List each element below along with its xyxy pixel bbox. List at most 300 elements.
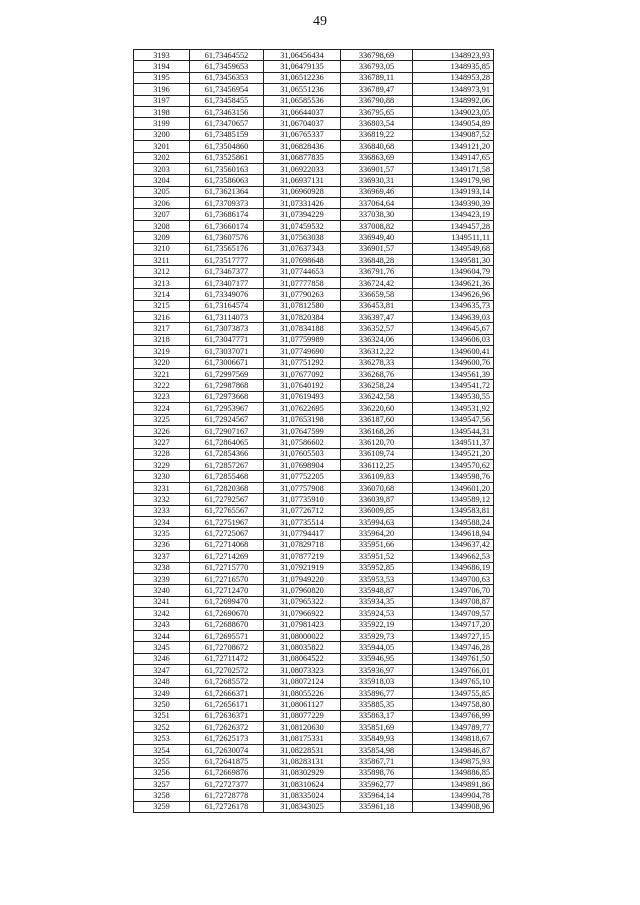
longitude-cell: 31,07820384 (264, 311, 341, 322)
point-number-cell: 3203 (134, 163, 190, 174)
point-number-cell: 3240 (134, 585, 190, 596)
latitude-cell: 61,72688670 (190, 619, 264, 630)
latitude-cell: 61,73407177 (190, 277, 264, 288)
table-row (134, 790, 494, 801)
point-number-cell: 3238 (134, 562, 190, 573)
point-number-cell: 3242 (134, 608, 190, 619)
table-row (134, 323, 494, 334)
latitude-cell: 61,73164574 (190, 300, 264, 311)
x-coordinate-cell: 336009,85 (341, 505, 413, 516)
latitude-cell: 61,73565176 (190, 243, 264, 254)
longitude-cell: 31,06551236 (264, 84, 341, 95)
point-number-cell: 3250 (134, 699, 190, 710)
longitude-cell: 31,07981423 (264, 619, 341, 630)
latitude-cell: 61,72641875 (190, 756, 264, 767)
longitude-cell: 31,07744653 (264, 266, 341, 277)
longitude-cell: 31,07563038 (264, 232, 341, 243)
y-coordinate-cell: 1349891,86 (413, 779, 494, 790)
longitude-cell: 31,06828436 (264, 141, 341, 152)
longitude-cell: 31,07749690 (264, 346, 341, 357)
y-coordinate-cell: 1349761,50 (413, 653, 494, 664)
latitude-cell: 61,73459653 (190, 61, 264, 72)
x-coordinate-cell: 335885,35 (341, 699, 413, 710)
table-row (134, 630, 494, 641)
longitude-cell: 31,07677092 (264, 368, 341, 379)
longitude-cell: 31,07605503 (264, 448, 341, 459)
point-number-cell: 3230 (134, 471, 190, 482)
x-coordinate-cell: 336187,60 (341, 414, 413, 425)
latitude-cell: 61,72924567 (190, 414, 264, 425)
y-coordinate-cell: 1349570,62 (413, 460, 494, 471)
x-coordinate-cell: 337038,30 (341, 209, 413, 220)
x-coordinate-cell: 336352,57 (341, 323, 413, 334)
latitude-cell: 61,73660174 (190, 220, 264, 231)
y-coordinate-cell: 1349530,55 (413, 391, 494, 402)
longitude-cell: 31,07790263 (264, 289, 341, 300)
x-coordinate-cell: 335898,76 (341, 767, 413, 778)
table-row (134, 699, 494, 710)
point-number-cell: 3219 (134, 346, 190, 357)
x-coordinate-cell: 335994,63 (341, 517, 413, 528)
point-number-cell: 3224 (134, 403, 190, 414)
latitude-cell: 61,72669876 (190, 767, 264, 778)
table-row (134, 106, 494, 117)
point-number-cell: 3215 (134, 300, 190, 311)
longitude-cell: 31,07812580 (264, 300, 341, 311)
x-coordinate-cell: 335964,14 (341, 790, 413, 801)
point-number-cell: 3257 (134, 779, 190, 790)
point-number-cell: 3233 (134, 505, 190, 516)
longitude-cell: 31,07794417 (264, 528, 341, 539)
latitude-cell: 61,73621364 (190, 186, 264, 197)
x-coordinate-cell: 336795,65 (341, 106, 413, 117)
longitude-cell: 31,08064522 (264, 653, 341, 664)
x-coordinate-cell: 335929,73 (341, 630, 413, 641)
longitude-cell: 31,07829718 (264, 539, 341, 550)
y-coordinate-cell: 1349717,20 (413, 619, 494, 630)
y-coordinate-cell: 1349727,15 (413, 630, 494, 641)
point-number-cell: 3248 (134, 676, 190, 687)
table-row (134, 471, 494, 482)
latitude-cell: 61,72727377 (190, 779, 264, 790)
table-row (134, 460, 494, 471)
longitude-cell: 31,08073323 (264, 665, 341, 676)
y-coordinate-cell: 1349904,78 (413, 790, 494, 801)
x-coordinate-cell: 336790,88 (341, 95, 413, 106)
point-number-cell: 3228 (134, 448, 190, 459)
x-coordinate-cell: 335962,77 (341, 779, 413, 790)
point-number-cell: 3204 (134, 175, 190, 186)
point-number-cell: 3249 (134, 687, 190, 698)
x-coordinate-cell: 336798,69 (341, 50, 413, 61)
table-row (134, 266, 494, 277)
table-row (134, 334, 494, 345)
x-coordinate-cell: 335867,71 (341, 756, 413, 767)
y-coordinate-cell: 1349390,39 (413, 198, 494, 209)
x-coordinate-cell: 335948,87 (341, 585, 413, 596)
x-coordinate-cell: 336324,06 (341, 334, 413, 345)
table-row (134, 687, 494, 698)
table-row (134, 186, 494, 197)
latitude-cell: 61,73586063 (190, 175, 264, 186)
longitude-cell: 31,07586602 (264, 437, 341, 448)
latitude-cell: 61,72715770 (190, 562, 264, 573)
longitude-cell: 31,07647599 (264, 425, 341, 436)
y-coordinate-cell: 1348923,93 (413, 50, 494, 61)
longitude-cell: 31,07640192 (264, 380, 341, 391)
point-number-cell: 3247 (134, 665, 190, 676)
latitude-cell: 61,72987868 (190, 380, 264, 391)
table-row (134, 129, 494, 140)
y-coordinate-cell: 1349875,93 (413, 756, 494, 767)
table-row (134, 403, 494, 414)
point-number-cell: 3231 (134, 482, 190, 493)
longitude-cell: 31,07622695 (264, 403, 341, 414)
latitude-cell: 61,72702572 (190, 665, 264, 676)
table-row (134, 72, 494, 83)
y-coordinate-cell: 1349606,03 (413, 334, 494, 345)
table-row (134, 619, 494, 630)
point-number-cell: 3253 (134, 733, 190, 744)
point-number-cell: 3213 (134, 277, 190, 288)
latitude-cell: 61,73006671 (190, 357, 264, 368)
point-number-cell: 3239 (134, 573, 190, 584)
x-coordinate-cell: 335918,03 (341, 676, 413, 687)
longitude-cell: 31,06585536 (264, 95, 341, 106)
point-number-cell: 3221 (134, 368, 190, 379)
table-row (134, 779, 494, 790)
longitude-cell: 31,06704037 (264, 118, 341, 129)
table-row (134, 665, 494, 676)
latitude-cell: 61,72857267 (190, 460, 264, 471)
point-number-cell: 3210 (134, 243, 190, 254)
point-number-cell: 3194 (134, 61, 190, 72)
y-coordinate-cell: 1349544,31 (413, 425, 494, 436)
table-row (134, 277, 494, 288)
latitude-cell: 61,72625173 (190, 733, 264, 744)
longitude-cell: 31,08000022 (264, 630, 341, 641)
y-coordinate-cell: 1348953,28 (413, 72, 494, 83)
latitude-cell: 61,72656171 (190, 699, 264, 710)
x-coordinate-cell: 336724,42 (341, 277, 413, 288)
table-row (134, 562, 494, 573)
y-coordinate-cell: 1349635,73 (413, 300, 494, 311)
latitude-cell: 61,73114073 (190, 311, 264, 322)
latitude-cell: 61,73470657 (190, 118, 264, 129)
table-row (134, 528, 494, 539)
table-row (134, 608, 494, 619)
latitude-cell: 61,72855468 (190, 471, 264, 482)
latitude-cell: 61,72765567 (190, 505, 264, 516)
y-coordinate-cell: 1349583,81 (413, 505, 494, 516)
table-row (134, 380, 494, 391)
table-row (134, 573, 494, 584)
x-coordinate-cell: 337064,64 (341, 198, 413, 209)
y-coordinate-cell: 1348935,85 (413, 61, 494, 72)
latitude-cell: 61,72792567 (190, 494, 264, 505)
latitude-cell: 61,72714269 (190, 551, 264, 562)
point-number-cell: 3211 (134, 255, 190, 266)
point-number-cell: 3234 (134, 517, 190, 528)
longitude-cell: 31,06937131 (264, 175, 341, 186)
point-number-cell: 3223 (134, 391, 190, 402)
longitude-cell: 31,07698648 (264, 255, 341, 266)
point-number-cell: 3207 (134, 209, 190, 220)
x-coordinate-cell: 336258,24 (341, 380, 413, 391)
latitude-cell: 61,73464552 (190, 50, 264, 61)
point-number-cell: 3243 (134, 619, 190, 630)
table-row (134, 50, 494, 61)
table-row (134, 494, 494, 505)
x-coordinate-cell: 336070,68 (341, 482, 413, 493)
x-coordinate-cell: 336312,22 (341, 346, 413, 357)
point-number-cell: 3196 (134, 84, 190, 95)
x-coordinate-cell: 336168,26 (341, 425, 413, 436)
x-coordinate-cell: 336803,54 (341, 118, 413, 129)
longitude-cell: 31,06960928 (264, 186, 341, 197)
y-coordinate-cell: 1348973,91 (413, 84, 494, 95)
point-number-cell: 3252 (134, 722, 190, 733)
latitude-cell: 61,72726178 (190, 801, 264, 812)
point-number-cell: 3232 (134, 494, 190, 505)
table-row (134, 585, 494, 596)
y-coordinate-cell: 1349700,63 (413, 573, 494, 584)
latitude-cell: 61,72636371 (190, 710, 264, 721)
longitude-cell: 31,07921919 (264, 562, 341, 573)
latitude-cell: 61,72953967 (190, 403, 264, 414)
x-coordinate-cell: 336109,74 (341, 448, 413, 459)
point-number-cell: 3208 (134, 220, 190, 231)
coordinates-table (133, 49, 494, 813)
latitude-cell: 61,73463156 (190, 106, 264, 117)
longitude-cell: 31,07777858 (264, 277, 341, 288)
longitude-cell: 31,08283131 (264, 756, 341, 767)
table-row (134, 642, 494, 653)
y-coordinate-cell: 1349023,05 (413, 106, 494, 117)
table-row (134, 710, 494, 721)
latitude-cell: 61,73456954 (190, 84, 264, 95)
point-number-cell: 3259 (134, 801, 190, 812)
y-coordinate-cell: 1349621,36 (413, 277, 494, 288)
latitude-cell: 61,73686174 (190, 209, 264, 220)
x-coordinate-cell: 336848,28 (341, 255, 413, 266)
longitude-cell: 31,06877835 (264, 152, 341, 163)
point-number-cell: 3227 (134, 437, 190, 448)
y-coordinate-cell: 1349511,37 (413, 437, 494, 448)
x-coordinate-cell: 336109,83 (341, 471, 413, 482)
x-coordinate-cell: 335944,05 (341, 642, 413, 653)
point-number-cell: 3244 (134, 630, 190, 641)
y-coordinate-cell: 1349147,65 (413, 152, 494, 163)
table-row (134, 482, 494, 493)
longitude-cell: 31,06456434 (264, 50, 341, 61)
x-coordinate-cell: 335952,85 (341, 562, 413, 573)
y-coordinate-cell: 1349423,19 (413, 209, 494, 220)
y-coordinate-cell: 1349766,99 (413, 710, 494, 721)
x-coordinate-cell: 335951,66 (341, 539, 413, 550)
table-row (134, 61, 494, 72)
latitude-cell: 61,72711472 (190, 653, 264, 664)
longitude-cell: 31,08061127 (264, 699, 341, 710)
longitude-cell: 31,07735514 (264, 517, 341, 528)
point-number-cell: 3217 (134, 323, 190, 334)
y-coordinate-cell: 1349588,24 (413, 517, 494, 528)
x-coordinate-cell: 336819,22 (341, 129, 413, 140)
y-coordinate-cell: 1349686,19 (413, 562, 494, 573)
y-coordinate-cell: 1349598,76 (413, 471, 494, 482)
longitude-cell: 31,06644037 (264, 106, 341, 117)
y-coordinate-cell: 1349886,85 (413, 767, 494, 778)
y-coordinate-cell: 1349589,12 (413, 494, 494, 505)
longitude-cell: 31,08343025 (264, 801, 341, 812)
table-row (134, 801, 494, 812)
longitude-cell: 31,08120630 (264, 722, 341, 733)
latitude-cell: 61,73467377 (190, 266, 264, 277)
latitude-cell: 61,73037071 (190, 346, 264, 357)
y-coordinate-cell: 1349193,14 (413, 186, 494, 197)
longitude-cell: 31,07960820 (264, 585, 341, 596)
table-row (134, 84, 494, 95)
point-number-cell: 3235 (134, 528, 190, 539)
table-row (134, 209, 494, 220)
point-number-cell: 3212 (134, 266, 190, 277)
point-number-cell: 3202 (134, 152, 190, 163)
latitude-cell: 61,73525861 (190, 152, 264, 163)
longitude-cell: 31,07966922 (264, 608, 341, 619)
y-coordinate-cell: 1349171,58 (413, 163, 494, 174)
x-coordinate-cell: 336453,81 (341, 300, 413, 311)
latitude-cell: 61,72751967 (190, 517, 264, 528)
x-coordinate-cell: 335953,53 (341, 573, 413, 584)
y-coordinate-cell: 1349531,92 (413, 403, 494, 414)
x-coordinate-cell: 336242,58 (341, 391, 413, 402)
point-number-cell: 3200 (134, 129, 190, 140)
y-coordinate-cell: 1349604,79 (413, 266, 494, 277)
table-row (134, 448, 494, 459)
x-coordinate-cell: 336789,11 (341, 72, 413, 83)
y-coordinate-cell: 1349766,01 (413, 665, 494, 676)
y-coordinate-cell: 1349549,68 (413, 243, 494, 254)
table-row (134, 676, 494, 687)
y-coordinate-cell: 1349709,57 (413, 608, 494, 619)
table-row (134, 243, 494, 254)
longitude-cell: 31,06765337 (264, 129, 341, 140)
point-number-cell: 3237 (134, 551, 190, 562)
point-number-cell: 3195 (134, 72, 190, 83)
y-coordinate-cell: 1349639,03 (413, 311, 494, 322)
latitude-cell: 61,72973668 (190, 391, 264, 402)
y-coordinate-cell: 1349818,67 (413, 733, 494, 744)
latitude-cell: 61,72716570 (190, 573, 264, 584)
latitude-cell: 61,72728778 (190, 790, 264, 801)
latitude-cell: 61,73349076 (190, 289, 264, 300)
table-row (134, 141, 494, 152)
table-row (134, 311, 494, 322)
x-coordinate-cell: 336793,05 (341, 61, 413, 72)
longitude-cell: 31,08077229 (264, 710, 341, 721)
table-row (134, 722, 494, 733)
longitude-cell: 31,06922033 (264, 163, 341, 174)
y-coordinate-cell: 1348992,06 (413, 95, 494, 106)
longitude-cell: 31,08055226 (264, 687, 341, 698)
y-coordinate-cell: 1349755,85 (413, 687, 494, 698)
longitude-cell: 31,07653198 (264, 414, 341, 425)
table-row (134, 346, 494, 357)
x-coordinate-cell: 336901,57 (341, 163, 413, 174)
x-coordinate-cell: 336039,87 (341, 494, 413, 505)
table-row (134, 220, 494, 231)
point-number-cell: 3193 (134, 50, 190, 61)
table-row (134, 551, 494, 562)
point-number-cell: 3246 (134, 653, 190, 664)
point-number-cell: 3256 (134, 767, 190, 778)
latitude-cell: 61,72712470 (190, 585, 264, 596)
point-number-cell: 3198 (134, 106, 190, 117)
point-number-cell: 3216 (134, 311, 190, 322)
latitude-cell: 61,72714068 (190, 539, 264, 550)
longitude-cell: 31,07751292 (264, 357, 341, 368)
table-row (134, 596, 494, 607)
x-coordinate-cell: 335964,20 (341, 528, 413, 539)
x-coordinate-cell: 337008,82 (341, 220, 413, 231)
latitude-cell: 61,72699470 (190, 596, 264, 607)
x-coordinate-cell: 335961,18 (341, 801, 413, 812)
longitude-cell: 31,08035822 (264, 642, 341, 653)
y-coordinate-cell: 1349581,30 (413, 255, 494, 266)
x-coordinate-cell: 335854,98 (341, 744, 413, 755)
point-number-cell: 3209 (134, 232, 190, 243)
latitude-cell: 61,73607576 (190, 232, 264, 243)
y-coordinate-cell: 1349626,96 (413, 289, 494, 300)
x-coordinate-cell: 336220,60 (341, 403, 413, 414)
latitude-cell: 61,72864065 (190, 437, 264, 448)
longitude-cell: 31,07757908 (264, 482, 341, 493)
point-number-cell: 3201 (134, 141, 190, 152)
y-coordinate-cell: 1349846,87 (413, 744, 494, 755)
table-row (134, 289, 494, 300)
x-coordinate-cell: 335924,53 (341, 608, 413, 619)
y-coordinate-cell: 1349600,41 (413, 346, 494, 357)
x-coordinate-cell: 336930,31 (341, 175, 413, 186)
latitude-cell: 61,73504860 (190, 141, 264, 152)
point-number-cell: 3205 (134, 186, 190, 197)
table-row (134, 767, 494, 778)
point-number-cell: 3254 (134, 744, 190, 755)
longitude-cell: 31,07752205 (264, 471, 341, 482)
longitude-cell: 31,08072124 (264, 676, 341, 687)
y-coordinate-cell: 1349087,52 (413, 129, 494, 140)
table-row (134, 357, 494, 368)
x-coordinate-cell: 335946,95 (341, 653, 413, 664)
longitude-cell: 31,07459532 (264, 220, 341, 231)
x-coordinate-cell: 336789,47 (341, 84, 413, 95)
point-number-cell: 3218 (134, 334, 190, 345)
table-row (134, 232, 494, 243)
x-coordinate-cell: 335934,35 (341, 596, 413, 607)
y-coordinate-cell: 1349765,10 (413, 676, 494, 687)
x-coordinate-cell: 336120,70 (341, 437, 413, 448)
y-coordinate-cell: 1349706,70 (413, 585, 494, 596)
x-coordinate-cell: 336659,58 (341, 289, 413, 300)
x-coordinate-cell: 336949,40 (341, 232, 413, 243)
table-row (134, 300, 494, 311)
y-coordinate-cell: 1349662,53 (413, 551, 494, 562)
latitude-cell: 61,73456353 (190, 72, 264, 83)
x-coordinate-cell: 335951,52 (341, 551, 413, 562)
page-number: 49 (313, 14, 327, 29)
latitude-cell: 61,73073873 (190, 323, 264, 334)
table-row (134, 163, 494, 174)
